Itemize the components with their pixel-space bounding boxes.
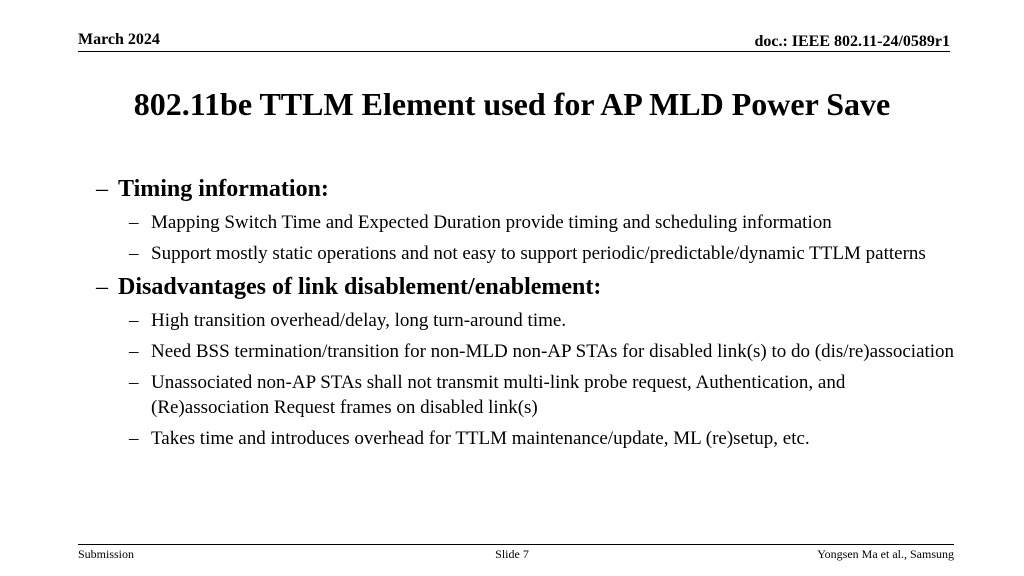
header-doc-id: doc.: IEEE 802.11-24/0589r1: [754, 33, 950, 50]
footer-submission: Submission: [78, 547, 135, 561]
slide-title: 802.11be TTLM Element used for AP MLD Power Save: [133, 86, 891, 122]
bullet-group-timing: [96, 174, 956, 266]
list-item: – Takes time and introduces overhead for TTLM maintenance/update, ML (re)setup, etc.: [129, 428, 810, 449]
bullet-heading: – Disadvantages of link disablement/enablement:: [96, 274, 602, 300]
slide-content: [96, 170, 956, 451]
list-item: – Mapping Switch Time and Expected Duration provide timing and scheduling information: [129, 212, 832, 233]
bullet-heading: – Timing information:: [96, 176, 329, 202]
footer-slide-number: Slide 7: [495, 547, 529, 561]
footer-rule: [78, 544, 954, 545]
header-rule: [78, 51, 950, 52]
bullet-group-disadvantages: [96, 272, 956, 451]
footer-authors: Yongsen Ma et al., Samsung: [817, 547, 954, 561]
header-date: March 2024: [78, 31, 160, 48]
list-item: – Unassociated non-AP STAs shall not transmit multi-link probe request, Authentication, and (Re)association Request frames on disabled link(s): [129, 372, 846, 418]
list-item: – Need BSS termination/transition for non-MLD non-AP STAs for disabled link(s) to do (dis/re)association: [129, 341, 955, 362]
list-item: – High transition overhead/delay, long turn-around time.: [129, 310, 567, 331]
list-item: – Support mostly static operations and not easy to support periodic/predictable/dynamic TTLM patterns: [129, 243, 926, 264]
